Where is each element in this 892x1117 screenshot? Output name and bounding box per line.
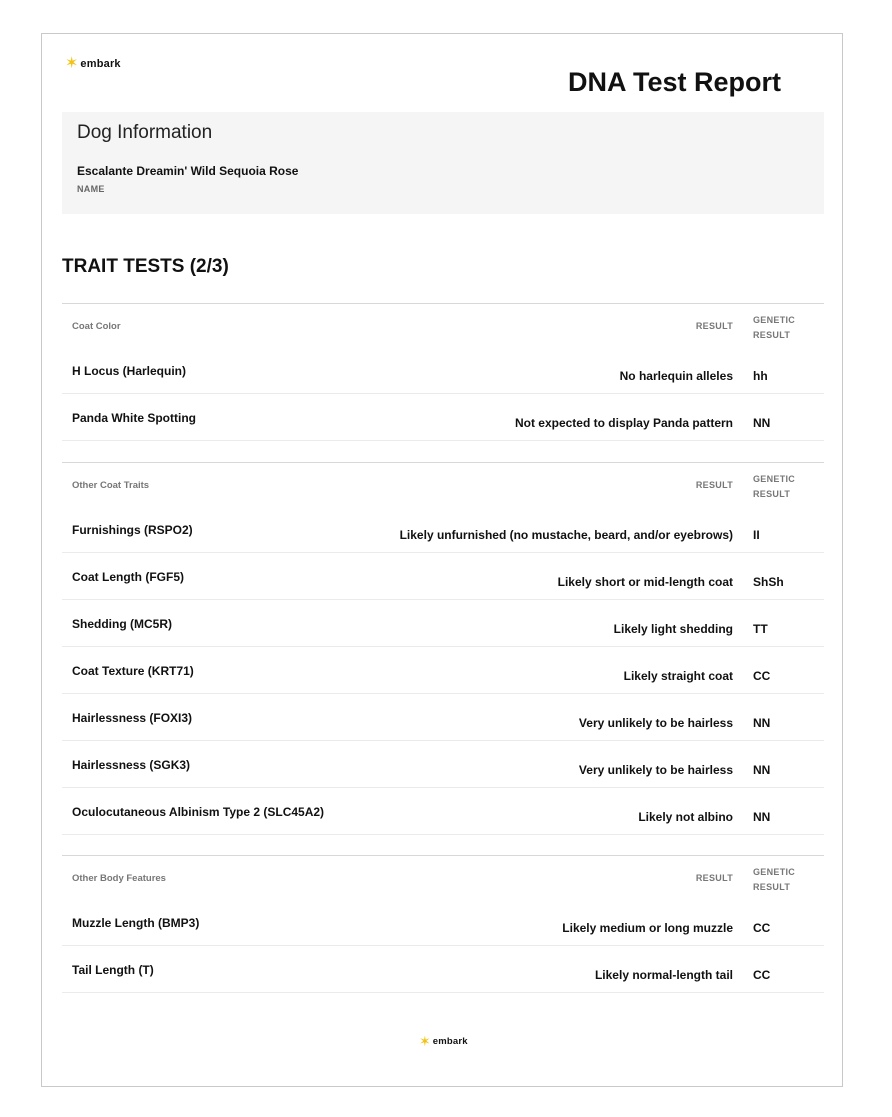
trait-result: Likely not albino [638, 810, 733, 824]
genetic-result: CC [753, 921, 771, 935]
genetic-result: hh [753, 369, 768, 383]
group-header [62, 856, 824, 899]
genetic-result-column-header: GENETIC RESULT [753, 315, 796, 340]
report-title: DNA Test Report [567, 67, 781, 97]
group-name: Other Coat Traits [72, 480, 150, 491]
table-row [62, 506, 824, 553]
genetic-result: NN [753, 716, 771, 730]
genetic-result: NN [753, 416, 771, 430]
group-header [62, 304, 824, 347]
genetic-result: NN [753, 810, 771, 824]
dog-information-panel [62, 112, 824, 214]
genetic-result-column-header: GENETIC RESULT [753, 474, 796, 499]
trait-name: Furnishings (RSPO2) [72, 523, 193, 537]
trait-name: Coat Length (FGF5) [72, 570, 184, 584]
table-row [62, 394, 824, 441]
embark-logo [65, 56, 121, 72]
dog-name: Escalante Dreamin' Wild Sequoia Rose [77, 164, 299, 178]
group-header [62, 463, 824, 506]
table-row [62, 899, 824, 946]
trait-group-other-body-features [62, 855, 824, 993]
genetic-result: CC [753, 669, 771, 683]
table-row [62, 694, 824, 741]
result-column-header: RESULT [695, 873, 733, 883]
star-icon: ✶ [419, 1033, 431, 1049]
table-row [62, 788, 824, 835]
trait-name: Oculocutaneous Albinism Type 2 (SLC45A2) [72, 805, 325, 819]
genetic-result: II [753, 528, 760, 542]
table-row [62, 946, 824, 993]
star-icon: ✶ [65, 55, 79, 72]
trait-result: Not expected to display Panda pattern [514, 416, 733, 430]
footer-logo-text: embark [432, 1035, 468, 1047]
trait-result: Likely short or mid-length coat [557, 575, 733, 589]
dog-information-heading: Dog Information [77, 122, 213, 143]
genetic-result: CC [753, 968, 771, 982]
trait-name: Muzzle Length (BMP3) [72, 916, 200, 930]
report-page [41, 33, 843, 1087]
trait-group-coat-color [62, 303, 824, 441]
trait-result: Likely light shedding [613, 622, 733, 636]
table-row [62, 347, 824, 394]
trait-result: Very unlikely to be hairless [578, 763, 733, 777]
table-row [62, 741, 824, 788]
trait-name: Panda White Spotting [72, 411, 196, 425]
trait-result: Likely straight coat [623, 669, 733, 683]
genetic-result: TT [753, 622, 768, 636]
trait-group-other-coat-traits [62, 462, 824, 835]
result-column-header: RESULT [695, 321, 733, 331]
group-name: Coat Color [72, 321, 121, 332]
footer-embark-logo [419, 1034, 468, 1048]
section-title: TRAIT TESTS (2/3) [62, 256, 229, 277]
trait-result: Likely normal-length tail [594, 968, 733, 982]
dog-name-label: NAME [77, 184, 105, 194]
table-row [62, 647, 824, 694]
trait-result: Very unlikely to be hairless [578, 716, 733, 730]
table-row [62, 600, 824, 647]
genetic-result: NN [753, 763, 771, 777]
trait-name: Coat Texture (KRT71) [72, 664, 194, 678]
table-row [62, 553, 824, 600]
trait-name: Tail Length (T) [72, 963, 154, 977]
logo-text: embark [80, 58, 121, 70]
trait-result: No harlequin alleles [619, 369, 733, 383]
trait-name: Shedding (MC5R) [72, 617, 172, 631]
result-column-header: RESULT [695, 480, 733, 490]
trait-result: Likely medium or long muzzle [562, 921, 733, 935]
trait-name: H Locus (Harlequin) [72, 364, 187, 378]
genetic-result: ShSh [753, 575, 784, 589]
genetic-result-column-header: GENETIC RESULT [753, 867, 796, 892]
trait-name: Hairlessness (SGK3) [72, 758, 191, 772]
trait-name: Hairlessness (FOXI3) [72, 711, 193, 725]
group-name: Other Body Features [72, 873, 166, 884]
trait-result: Likely unfurnished (no mustache, beard, and/or eyebrows) [399, 528, 733, 542]
